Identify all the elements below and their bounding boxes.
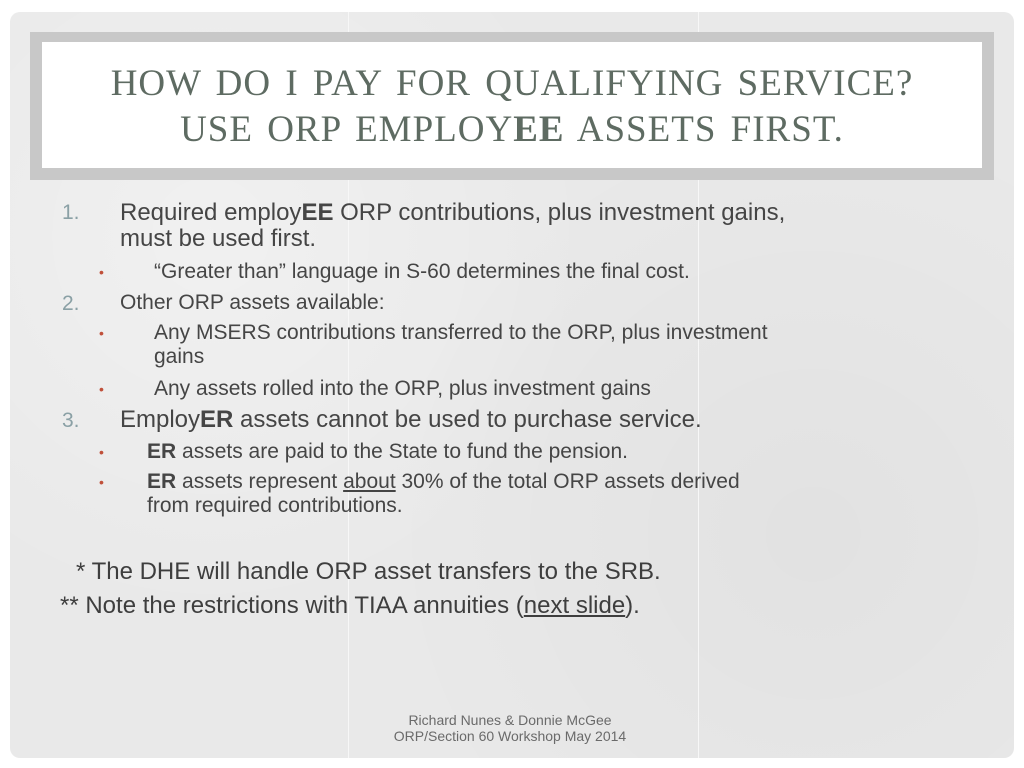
item-3-bullet-2: [147, 470, 977, 518]
item-2-bullet-2: Any assets rolled into the ORP, plus investment gains: [154, 377, 651, 400]
slide: [10, 12, 1014, 758]
bullet-icon: •: [99, 381, 104, 397]
item-3-pre: Employ: [120, 406, 201, 433]
item-1-line2: must be used first.: [120, 225, 317, 252]
item-3: [120, 407, 980, 433]
bullet-icon: •: [99, 444, 104, 460]
item-2-bullet-1: [154, 321, 984, 369]
item-1: [120, 200, 980, 252]
item-3-text: assets cannot be used to purchase service.: [233, 406, 702, 433]
item-3-bullet-1-bold: ER: [147, 440, 177, 463]
item-3-bullet-2-post: 30% of the total ORP assets derived: [395, 470, 740, 493]
item-3-bullet-2-line2: from required contributions.: [147, 494, 403, 517]
item-1-line1: ORP contributions, plus investment gains,: [333, 199, 786, 226]
footnote-2-pre: ** Note the restrictions with TIAA annuities (: [60, 592, 524, 619]
item-2-bullet-1-line2: gains: [154, 345, 205, 368]
content-body: [10, 12, 1014, 758]
footnote-2-post: ).: [625, 592, 640, 619]
item-1-pre: Required employ: [120, 199, 302, 226]
bullet-icon: •: [99, 474, 104, 490]
bullet-icon: •: [99, 264, 104, 280]
item-number-3: 3.: [62, 409, 80, 432]
item-3-bullet-2-bold: ER: [147, 470, 177, 493]
item-1-bullet-1: “Greater than” language in S-60 determines the final cost.: [154, 260, 690, 283]
item-3-bullet-2-pre: assets represent: [176, 470, 344, 493]
title-line-2-bold: EE: [513, 109, 565, 150]
footer-line-2: ORP/Section 60 Workshop May 2014: [393, 728, 627, 744]
next-slide-link[interactable]: next slide: [523, 592, 626, 619]
item-number-1: 1.: [62, 201, 80, 224]
item-2-bullet-1-line1: Any MSERS contributions transferred to the ORP, plus investment: [154, 321, 768, 344]
item-3-bullet-2-underline: about: [343, 470, 396, 493]
footnote-2: [60, 592, 640, 620]
title-line-2-pre: USE ORP EMPLOY: [180, 109, 514, 150]
title-line-1: HOW DO I PAY FOR QUALIFYING SERVICE?: [110, 63, 914, 104]
bullet-icon: •: [99, 325, 104, 341]
title-line-2-post: ASSETS FIRST.: [564, 109, 844, 150]
footer: [310, 712, 710, 744]
item-2: Other ORP assets available:: [120, 291, 385, 314]
item-3-bullet-1: [147, 440, 977, 464]
item-number-2: 2.: [62, 292, 80, 315]
item-3-bold: ER: [200, 406, 234, 433]
item-1-bold: EE: [301, 199, 334, 226]
item-3-bullet-1-text: assets are paid to the State to fund the pension.: [176, 440, 628, 463]
footer-line-1: Richard Nunes & Donnie McGee: [408, 712, 612, 728]
footnote-1: * The DHE will handle ORP asset transfers to the SRB.: [76, 558, 661, 585]
